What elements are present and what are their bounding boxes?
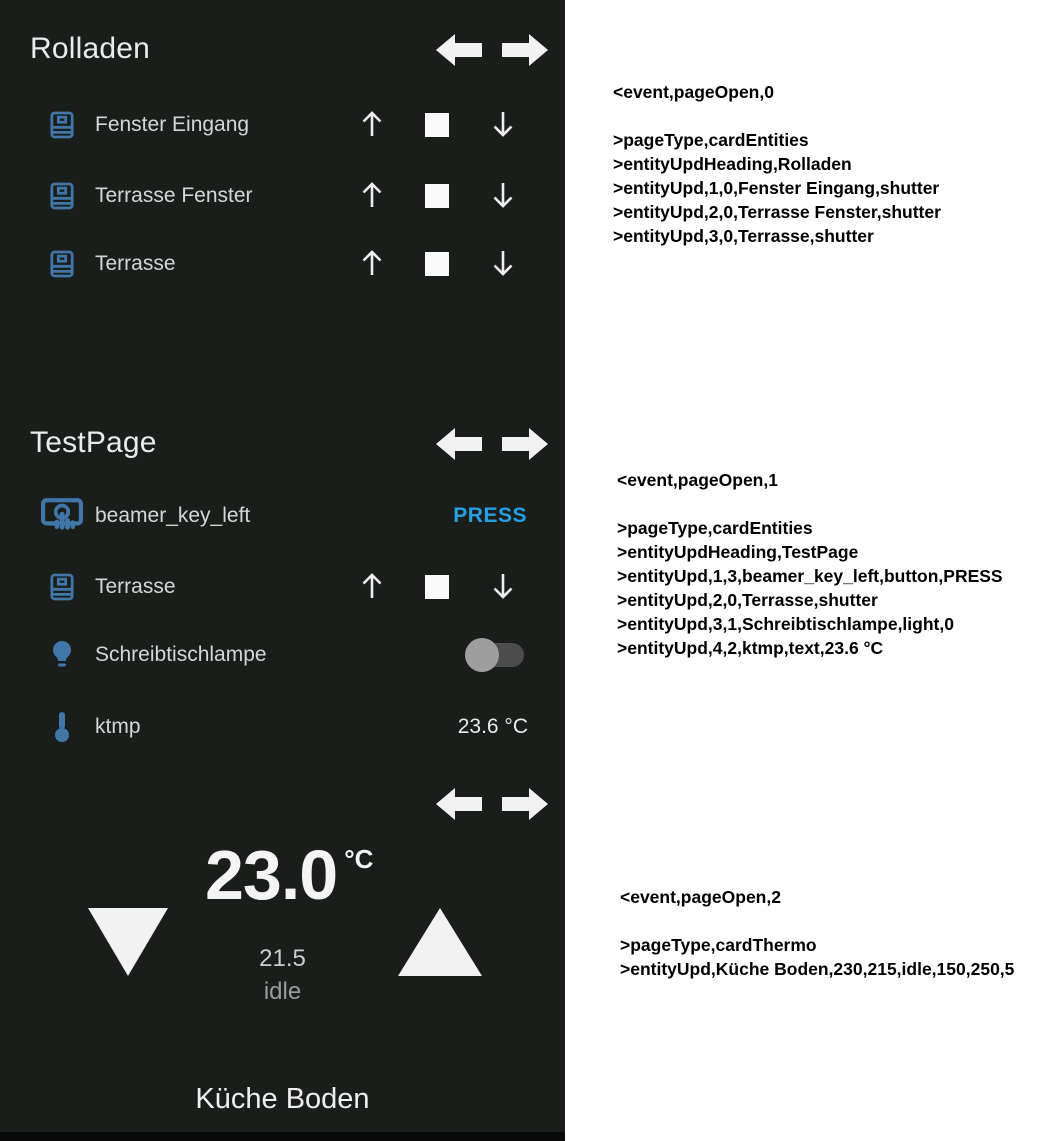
log-line: >entityUpdHeading,TestPage	[617, 542, 859, 562]
shutter-up-button[interactable]	[358, 248, 386, 283]
log-line: >entityUpd,4,2,ktmp,text,23.6 °C	[617, 638, 884, 658]
nav-left-arrow-button[interactable]	[436, 427, 482, 461]
entity-label: Terrasse Fenster	[95, 184, 253, 207]
shutter-icon	[40, 105, 84, 145]
shutter-up-button[interactable]	[358, 109, 386, 144]
log-event-line: <event,pageOpen,1	[617, 470, 778, 490]
shutter-up-button[interactable]	[358, 571, 386, 606]
log-line: >entityUpd,2,0,Terrasse,shutter	[617, 590, 878, 610]
log-line: >pageType,cardThermo	[620, 935, 817, 955]
nav-right-arrow-button[interactable]	[502, 33, 548, 67]
log-line: >entityUpdHeading,Rolladen	[613, 154, 852, 174]
log-line: >entityUpd,Küche Boden,230,215,idle,150,250,5	[620, 959, 1015, 979]
hvac-state: idle	[263, 978, 302, 1005]
sensor-value: 23.6 °C	[457, 715, 528, 738]
entity-row-terrasse	[0, 244, 565, 284]
log-line: >entityUpd,1,0,Fenster Eingang,shutter	[613, 178, 940, 198]
shutter-stop-button[interactable]	[425, 575, 449, 599]
shutter-down-button[interactable]	[489, 248, 517, 283]
shutter-down-button[interactable]	[489, 180, 517, 215]
shutter-up-button[interactable]	[358, 180, 386, 215]
shutter-stop-button[interactable]	[425, 113, 449, 137]
entity-label: Fenster Eingang	[95, 113, 250, 136]
entity-label: Terrasse	[95, 252, 176, 275]
log-line: >entityUpd,2,0,Terrasse Fenster,shutter	[613, 202, 941, 222]
log-event-line: <event,pageOpen,2	[620, 887, 781, 907]
entity-row-terrasse-fenster	[0, 176, 565, 216]
target-temperature: 21.5	[259, 945, 306, 972]
log-line: >entityUpd,1,3,beamer_key_left,button,PRESS	[617, 566, 1003, 586]
current-temperature-value: 23.0	[205, 836, 338, 914]
light-toggle-off[interactable]	[466, 643, 524, 667]
entity-row-terrasse-2	[0, 567, 565, 607]
log-line: >pageType,cardEntities	[613, 130, 809, 150]
log-line: >entityUpd,3,1,Schreibtischlampe,light,0	[617, 614, 954, 634]
toggle-knob	[465, 638, 499, 672]
nav-right-arrow-button[interactable]	[502, 787, 548, 821]
entity-row-ktmp	[0, 707, 565, 747]
entity-label: Terrasse	[95, 575, 176, 598]
shutter-down-button[interactable]	[489, 109, 517, 144]
shutter-icon	[40, 567, 84, 607]
entity-row-beamer-key-left	[0, 496, 565, 536]
lightbulb-icon	[40, 635, 84, 675]
page-nav-thermo	[436, 787, 548, 821]
shutter-down-button[interactable]	[489, 571, 517, 606]
log-block-page2	[620, 885, 1014, 981]
log-line: >entityUpd,3,0,Terrasse,shutter	[613, 226, 874, 246]
page-title-testpage: TestPage	[30, 426, 157, 459]
shutter-stop-button[interactable]	[425, 252, 449, 276]
shutter-icon	[40, 244, 84, 284]
entity-row-fenster-eingang	[0, 105, 565, 145]
log-line: >pageType,cardEntities	[617, 518, 813, 538]
log-block-page0	[613, 80, 941, 248]
log-block-page1	[617, 468, 1003, 660]
temperature-unit: °C	[344, 844, 374, 874]
page-title-rolladen: Rolladen	[30, 32, 151, 65]
page-nav-rolladen	[436, 33, 548, 67]
thermometer-icon	[40, 707, 84, 747]
press-button[interactable]: PRESS	[453, 504, 527, 527]
entity-label: beamer_key_left	[95, 504, 251, 527]
nav-left-arrow-button[interactable]	[436, 33, 482, 67]
entity-row-schreibtischlampe	[0, 635, 565, 675]
nav-left-arrow-button[interactable]	[436, 787, 482, 821]
shutter-icon	[40, 176, 84, 216]
page-nav-testpage	[436, 427, 548, 461]
current-temperature	[205, 836, 374, 914]
entity-label: Schreibtischlampe	[95, 643, 267, 666]
thermostat-name: Küche Boden	[195, 1083, 370, 1115]
tap-button-icon	[40, 496, 84, 536]
shutter-stop-button[interactable]	[425, 184, 449, 208]
log-event-line: <event,pageOpen,0	[613, 82, 774, 102]
nav-right-arrow-button[interactable]	[502, 427, 548, 461]
entity-label: ktmp	[95, 715, 141, 738]
panel-bottom-edge	[0, 1132, 565, 1141]
